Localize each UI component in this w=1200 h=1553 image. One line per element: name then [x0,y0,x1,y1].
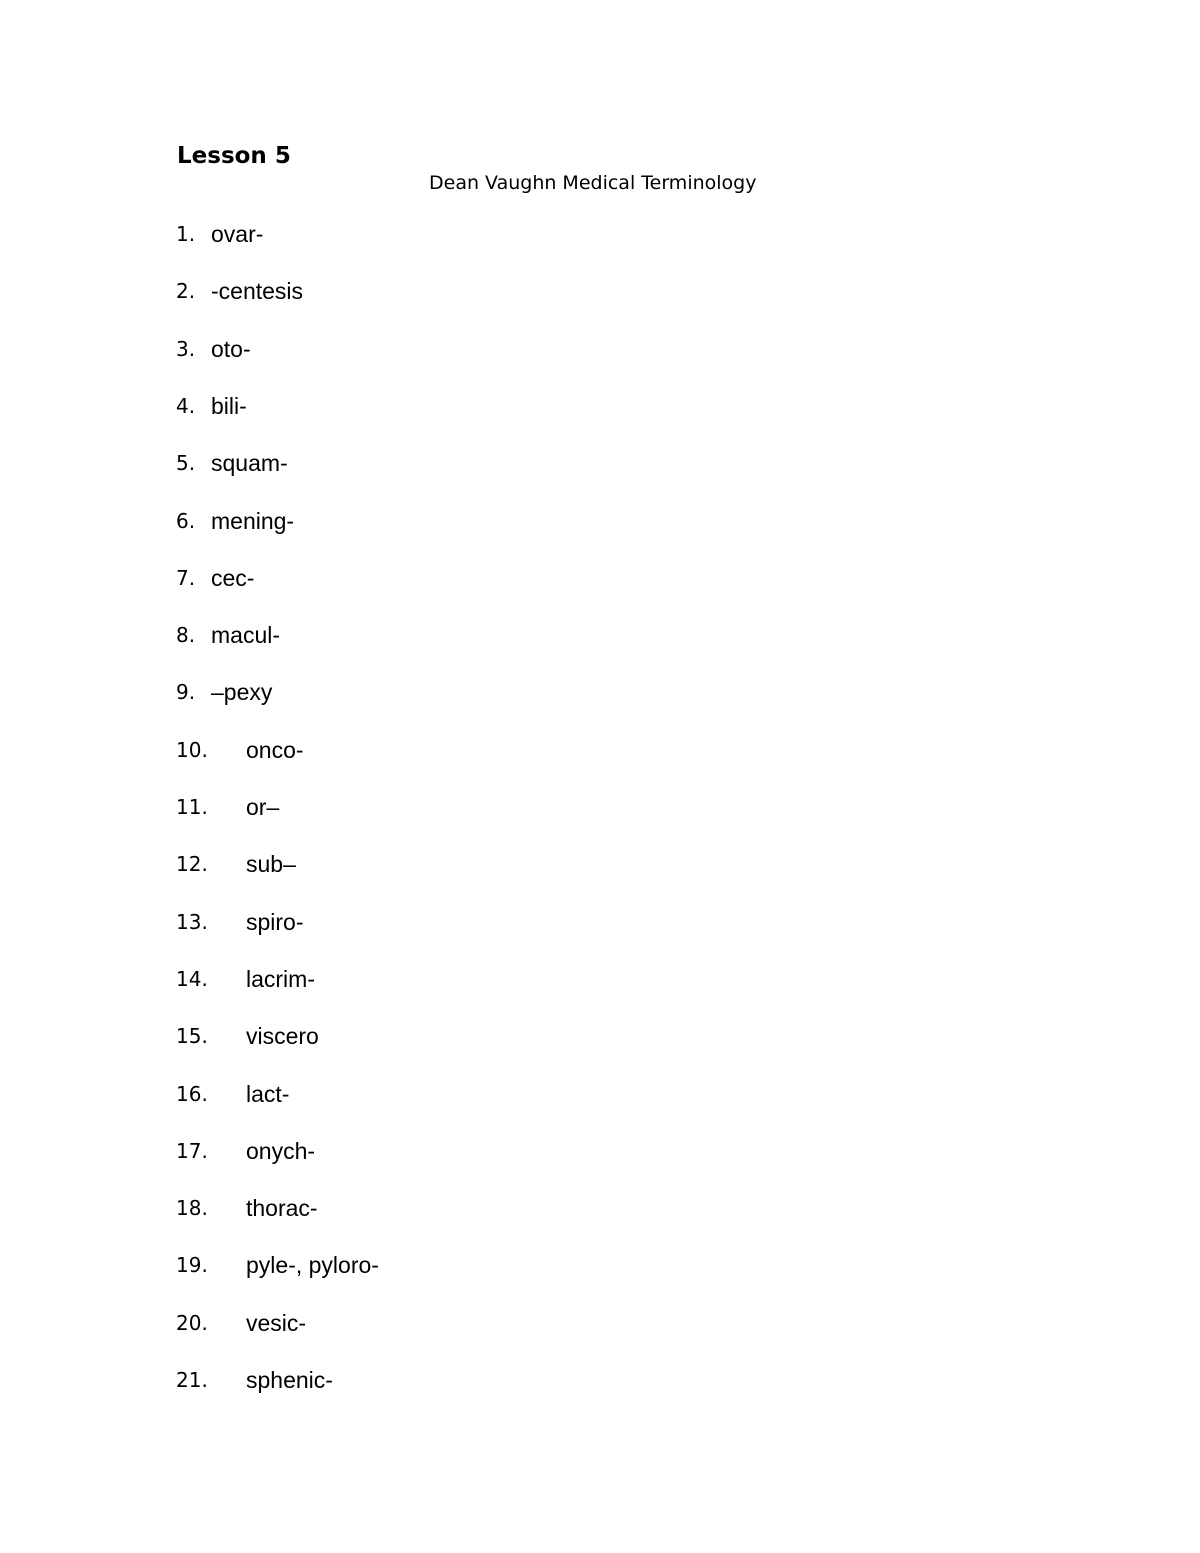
list-item [0,1077,700,1111]
list-item [0,274,700,308]
item-number: 8. [176,623,196,647]
item-number: 3. [176,337,196,361]
list-item [0,675,700,709]
item-term: sphenic- [246,1367,333,1393]
item-number: 19. [176,1253,208,1277]
list-item [0,1134,700,1168]
item-term: ovar- [211,221,264,247]
item-number: 11. [176,795,208,819]
item-number: 1. [176,222,196,246]
item-number: 2. [176,279,196,303]
item-number: 10. [176,738,208,762]
list-item [0,618,700,652]
lesson-title: Lesson 5 [177,143,291,169]
item-term: pyle-, pyloro- [246,1252,379,1278]
item-number: 6. [176,509,196,533]
document-subtitle: Dean Vaughn Medical Terminology [429,172,757,194]
item-number: 9. [176,680,196,704]
item-number: 13. [176,910,208,934]
item-number: 12. [176,852,208,876]
item-term: onych- [246,1138,316,1164]
list-item [0,1363,700,1397]
item-term: or– [246,794,280,820]
item-number: 16. [176,1082,208,1106]
item-number: 15. [176,1024,208,1048]
item-number: 21. [176,1368,208,1392]
item-term: bili- [211,393,247,419]
list-item [0,332,700,366]
item-term: –pexy [211,679,273,705]
list-item [0,1306,700,1340]
list-item [0,389,700,423]
list-item [0,217,700,251]
item-term: cec- [211,565,255,591]
list-item [0,1248,700,1282]
item-term: sub– [246,851,296,877]
item-term: macul- [211,622,281,648]
item-term: spiro- [246,909,304,935]
list-item [0,561,700,595]
item-number: 17. [176,1139,208,1163]
list-item [0,905,700,939]
item-number: 18. [176,1196,208,1220]
list-item [0,847,700,881]
item-term: onco- [246,737,304,763]
item-term: -centesis [211,278,304,304]
item-term: vesic- [246,1310,307,1336]
list-item [0,790,700,824]
item-term: squam- [211,450,288,476]
item-number: 5. [176,451,196,475]
list-item [0,733,700,767]
item-number: 7. [176,566,196,590]
list-item [0,1191,700,1225]
item-term: viscero [246,1023,319,1049]
item-term: lacrim- [246,966,315,992]
item-number: 20. [176,1311,208,1335]
item-number: 4. [176,394,196,418]
list-item [0,504,700,538]
item-term: lact- [246,1081,290,1107]
item-term: oto- [211,336,251,362]
list-item [0,446,700,480]
list-item [0,962,700,996]
item-number: 14. [176,967,208,991]
item-term: thorac- [246,1195,318,1221]
list-item [0,1019,700,1053]
item-term: mening- [211,508,295,534]
